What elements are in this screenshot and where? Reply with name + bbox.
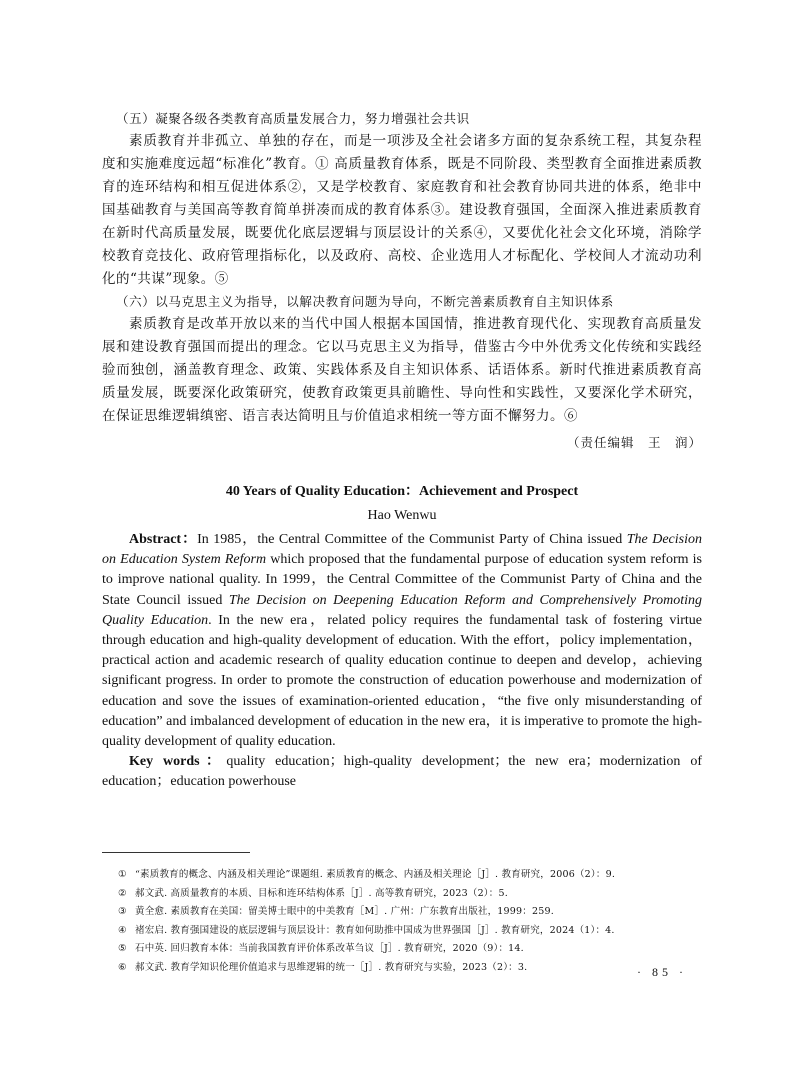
abstract-text-3: . In the new era，related policy requires the fundamental task of fostering virtue through education and high-quality development of education. With the effort，policy implementation，practical action and academic research of quality education continue to deepen and develop，achieving significant progress. In order to promote the construction of education powerhouse and modernization of education and sove the issues of examination-oriented education，“the five only misunderstanding of education” and imbalanced development of education in the new era，it is imperative to promote the high-quality development of quality education. (102, 612, 702, 750)
english-keywords (102, 752, 702, 792)
footnote-text: 褚宏启. 教育强国建设的底层逻辑与顶层设计：教育如何助推中国成为世界强国［J］. 教育研究，2024（1）：4. (135, 924, 615, 936)
section-paragraph-5: 素质教育并非孤立、单独的存在，而是一项涉及全社会诸多方面的复杂系统工程，其复杂程度和实施难度远超“标准化”教育。① 高质量教育体系，既是不同阶段、类型教育全面推进素质教育的连环结构和相互促进体系②，又是学校教育、家庭教育和社会教育协同共进的体系，绝非中国基础教育与美国高等教育简单拼凑而成的教育体系③。建设教育强国，全面深入推进素质教育在新时代高质量发展，既要优化底层逻辑与顶层设计的关系④，又要优化社会文化环境，消除学校教育竞技化、政府管理指标化，以及政府、高校、企业选用人才标配化、学校间人才流动功利化的“共谋”现象。⑤ (102, 133, 702, 287)
footnote-number: ① (118, 869, 127, 880)
footnote-divider (102, 852, 250, 853)
footnote-number: ⑥ (118, 961, 127, 973)
footnote-2 (118, 885, 718, 904)
footnote-text: 石中英. 回归教育本体：当前我国教育评价体系改革刍议［J］. 教育研究，2020（9）：14. (135, 943, 524, 955)
footnote-text: 郝文武. 高质量教育的本质、目标和连环结构体系［J］. 高等教育研究，2023（2）：5. (135, 887, 508, 899)
english-title: 40 Years of Quality Education：Achievement and Prospect (225, 484, 579, 499)
footnote-number: ④ (118, 924, 127, 936)
footnote-1 (118, 866, 718, 885)
page-number: · 85 · (637, 965, 687, 979)
english-abstract (102, 530, 702, 752)
footnote-number: ⑤ (118, 943, 127, 955)
english-author: Hao Wenwu (367, 508, 437, 523)
abstract-text-1: In 1985，the Central Committee of the Communist Party of China issued (197, 532, 627, 547)
responsible-editor: （责任编辑 王 润） (566, 435, 702, 450)
footnote-number: ③ (118, 906, 127, 918)
keywords-label: Key words： (129, 754, 227, 770)
footnote-text: “素质教育的概念、内涵及相关理论”课题组. 素质教育的概念、内涵及相关理论［J］. 教育研究，2006（2）：9. (135, 869, 616, 880)
abstract-text-2: which proposed that the fundamental purpose of education system reform is to improve national quality. In 1999，the Central Committee of the Communist Party of China and the State Council issued (102, 552, 702, 608)
footnote-text: 黄全愈. 素质教育在美国：留美博士眼中的中美教育［M］. 广州：广东教育出版社，1999：259. (135, 906, 554, 918)
footnote-4 (118, 922, 718, 941)
footnote-number: ② (118, 887, 127, 899)
section-heading-6: （六）以马克思主义为指导，以解决教育问题为导向，不断完善素质教育自主知识体系 (116, 294, 614, 309)
abstract-label: Abstract： (129, 532, 198, 547)
footnote-text: 郝文武. 教育学知识伦理价值追求与思维逻辑的统一［J］. 教育研究与实验，2023（2）：3. (135, 961, 528, 973)
keywords-text: quality education；high-quality development；the new era；modernization of education；education powerhouse (102, 754, 702, 790)
section-heading-5: （五）凝聚各级各类教育高质量发展合力，努力增强社会共识 (116, 111, 470, 126)
abstract-italic-title-1: The Decision on Education System Reform (102, 532, 702, 568)
article-body (102, 108, 702, 793)
footnotes (118, 866, 718, 978)
footnote-3 (118, 903, 718, 922)
footnote-6 (118, 959, 718, 978)
footnote-5 (118, 940, 718, 959)
abstract-italic-title-2: The Decision on Deepening Education Reform and Comprehensively Promoting Quality Education (102, 592, 702, 628)
section-paragraph-6: 素质教育是改革开放以来的当代中国人根据本国国情，推进教育现代化、实现教育高质量发展和建设教育强国而提出的理念。它以马克思主义为指导，借鉴古今中外优秀文化传统和实践经验而独创，涵盖教育理念、政策、实践体系及自主知识体系、话语体系。新时代推进素质教育高质量发展，既要深化政策研究，使教育政策更具前瞻性、导向性和实践性，又要深化学术研究，在保证思维逻辑缜密、语言表达简明且与价值追求相统一等方面不懈努力。⑥ (102, 316, 702, 424)
